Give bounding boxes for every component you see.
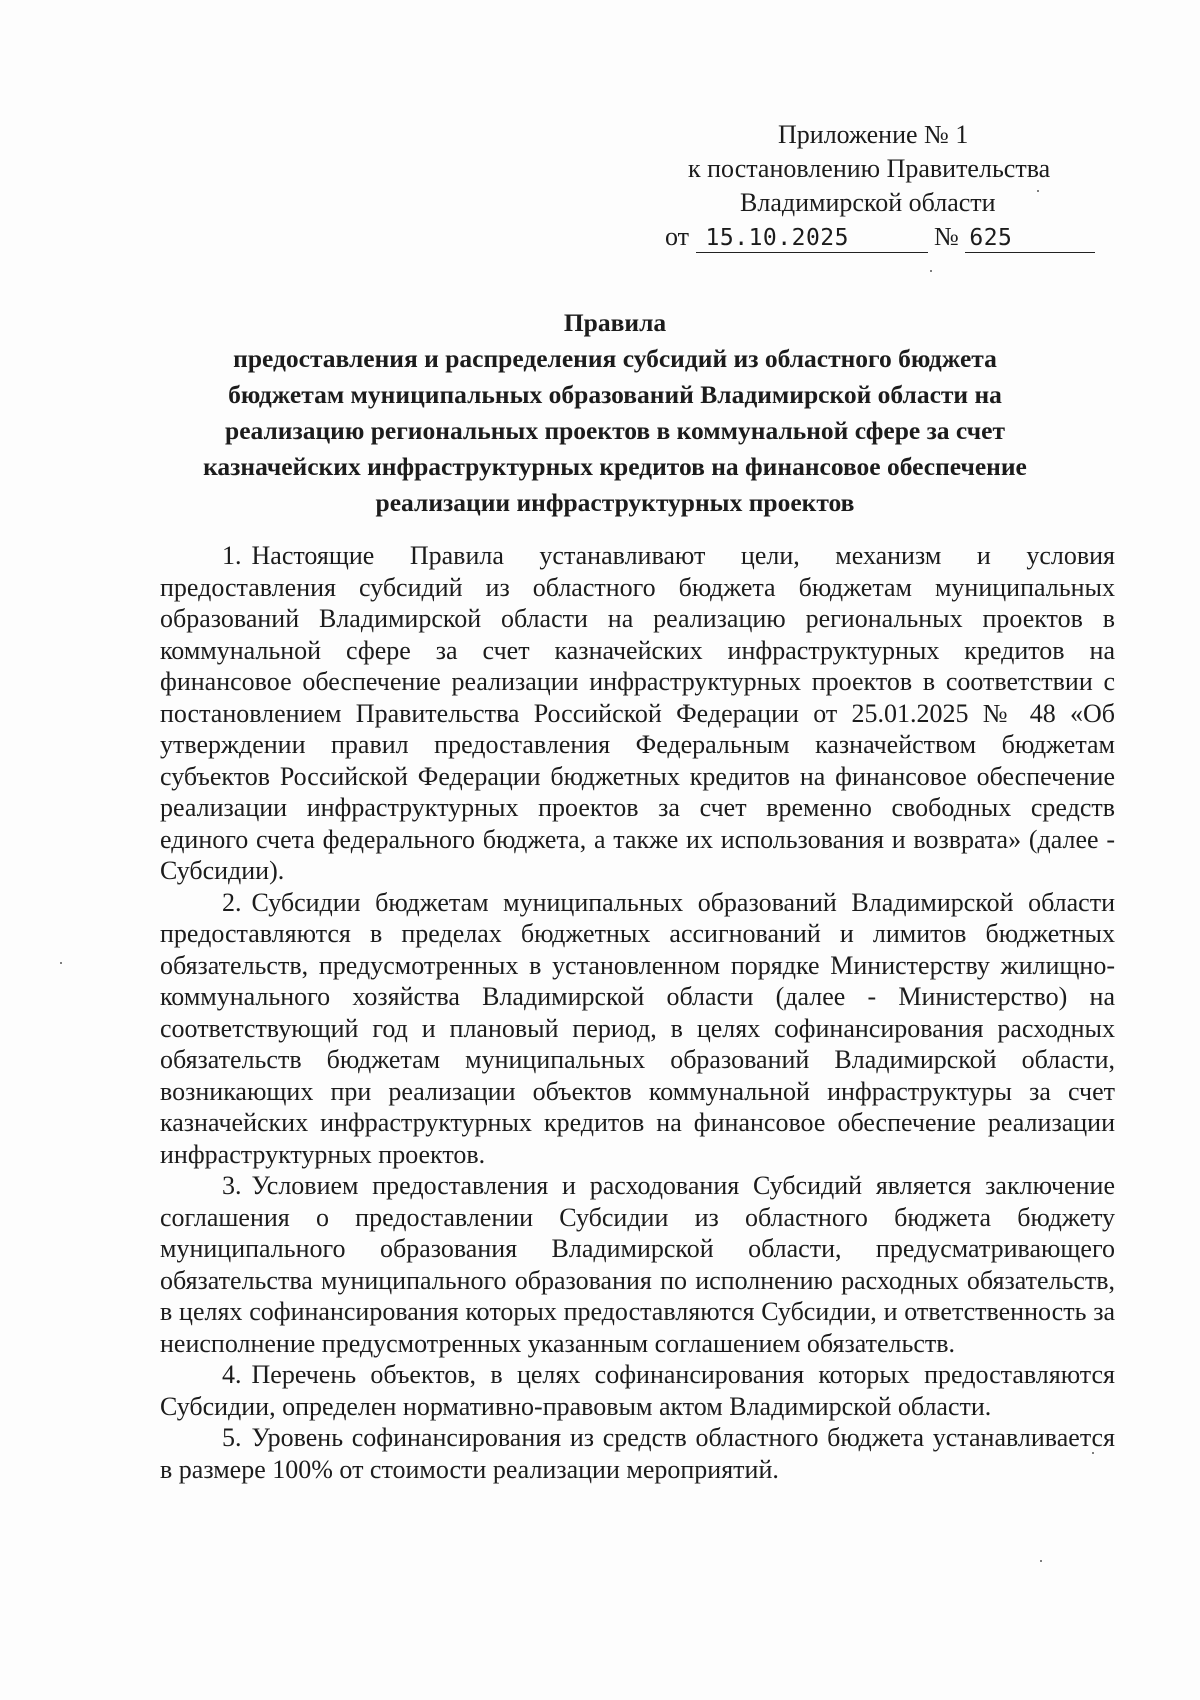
paragraph-number: 5. — [222, 1423, 242, 1452]
appendix-number: Приложение № 1 — [778, 120, 969, 149]
title-line: реализации инфраструктурных проектов — [375, 488, 855, 517]
document-title — [150, 305, 1080, 521]
title-line: реализацию региональных проектов в коммунальной сфере за счет — [225, 416, 1005, 445]
number-prefix: № — [934, 222, 959, 251]
paragraph-1 — [160, 540, 1115, 887]
paragraph-2 — [160, 887, 1115, 1171]
paragraph-text: Субсидии бюджетам муниципальных образований Владимирской области предоставляются в пределах бюджетных ассигнований и лимитов бюджетных обязательств, предусмотренных в установленном порядке Министерству жилищно-коммунального хозяйства Владимирской области (далее - Министерство) на соответствующий год и плановый период, в целях софинансирования расходных обязательств бюджетам муниципальных образований Владимирской области, возникающих при реализации объектов коммунальной инфраструктуры за счет казначейских инфраструктурных кредитов на финансовое обеспечение реализации инфраструктурных проектов. — [160, 887, 1115, 1169]
paragraph-text: Перечень объектов, в целях софинансирования которых предоставляются Субсидии, определен нормативно-правовым актом Владимирской области. — [160, 1360, 1115, 1421]
title-line: казначейских инфраструктурных кредитов на финансовое обеспечение — [203, 452, 1027, 481]
date-prefix: от — [665, 222, 690, 251]
title-heading: Правила — [563, 308, 667, 337]
paragraph-number: 3. — [222, 1171, 242, 1200]
decree-date: 15.10.2025 — [705, 225, 850, 251]
scan-speck — [1040, 1560, 1042, 1562]
paragraph-4 — [160, 1359, 1115, 1422]
decree-number: 625 — [969, 225, 1013, 251]
scan-speck — [1037, 190, 1039, 192]
appendix-decree-reference: к постановлению Правительства — [688, 154, 1051, 183]
paragraph-number: 1. — [222, 541, 242, 570]
appendix-date-number-line — [640, 220, 1110, 254]
scan-speck — [1092, 1452, 1094, 1454]
scan-speck — [60, 962, 62, 964]
paragraph-text: Условием предоставления и расходования Субсидий является заключение соглашения о предоставлении Субсидии из областного бюджета бюджету муниципального образования Владимирской области, предусматривающего обязательства муниципального образования по исполнению расходных обязательств, в целях софинансирования которых предоставляются Субсидии, и ответственность за неисполнение предусмотренных указанным соглашением обязательств. — [160, 1171, 1115, 1358]
title-line: бюджетам муниципальных образований Владимирской области на — [228, 380, 1002, 409]
paragraph-5 — [160, 1422, 1115, 1485]
paragraph-3 — [160, 1170, 1115, 1359]
scan-speck — [930, 270, 932, 272]
document-body — [160, 540, 1115, 1485]
appendix-region: Владимирской области — [740, 188, 996, 217]
appendix-header — [640, 118, 1110, 254]
decree-date-field — [696, 223, 928, 253]
paragraph-text: Настоящие Правила устанавливают цели, механизм и условия предоставления субсидий из областного бюджета бюджетам муниципальных образований Владимирской области на реализацию региональных проектов в коммунальной сфере за счет казначейских инфраструктурных кредитов на финансовое обеспечение реализации инфраструктурных проектов в соответствии с постановлением Правительства Российской Федерации от 25.01.2025 № 48 «Об утверждении правил предоставления Федеральным казначейством бюджетам субъектов Российской Федерации бюджетных кредитов на финансовое обеспечение реализации инфраструктурных проектов за счет временно свободных средств единого счета федерального бюджета, а также их использования и возврата» (далее - Субсидии). — [160, 541, 1115, 885]
paragraph-text: Уровень софинансирования из средств областного бюджета устанавливается в размере 100% от стоимости реализации мероприятий. — [160, 1423, 1115, 1484]
paragraph-number: 2. — [222, 887, 242, 917]
decree-number-field — [965, 223, 1095, 253]
paragraph-number: 4. — [222, 1360, 242, 1389]
title-line: предоставления и распределения субсидий из областного бюджета — [233, 344, 997, 373]
